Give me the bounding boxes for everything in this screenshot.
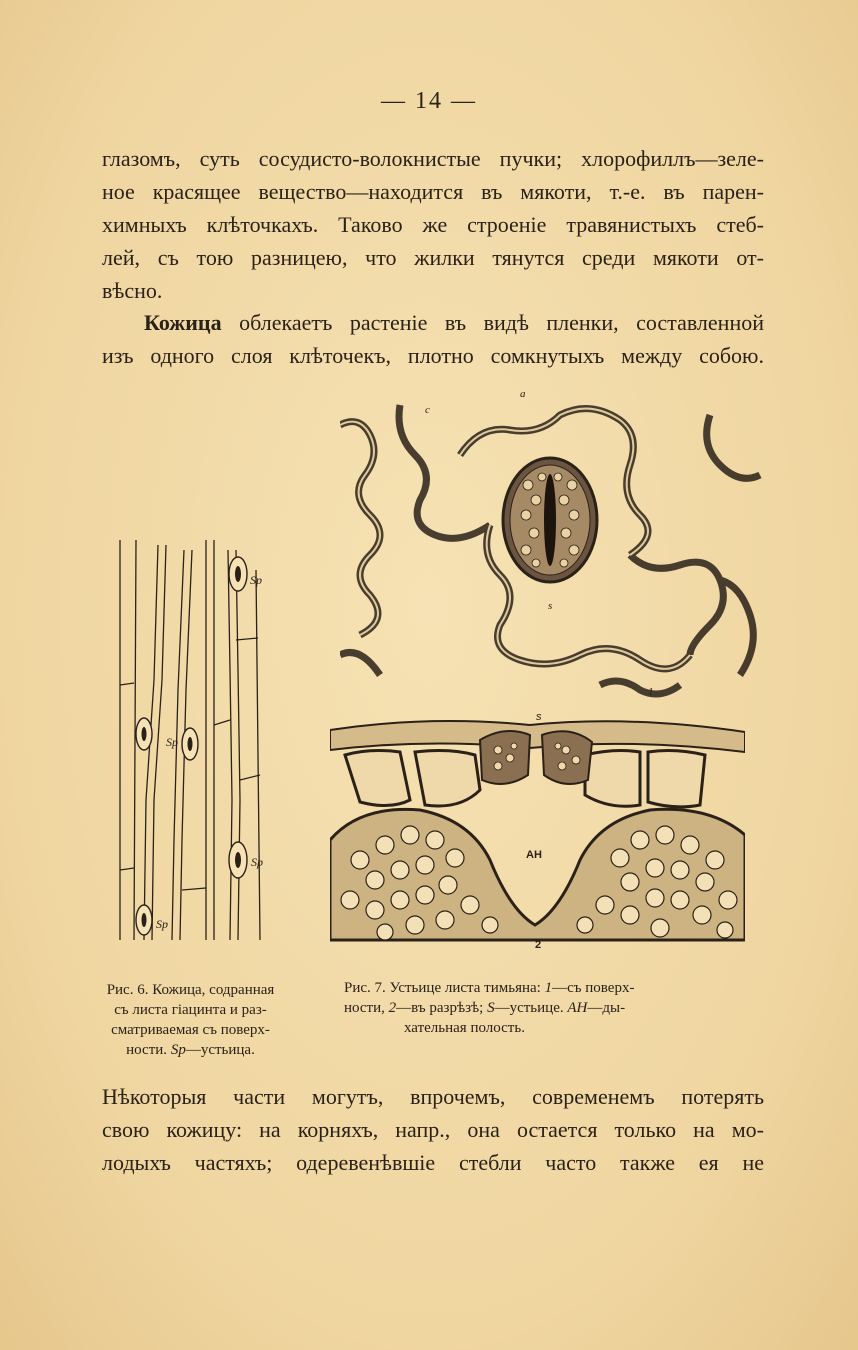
paragraph-epidermis	[102, 306, 764, 372]
text-line: изъ одного слоя клѣточекъ, плотно сомкнутыхъ между собою.	[102, 343, 764, 368]
label-c: c	[425, 404, 430, 416]
figure-7-caption	[344, 978, 744, 1038]
text-fragment: S	[487, 1000, 495, 1016]
label-ah: AH	[526, 849, 542, 861]
text-fragment: ности.	[126, 1042, 171, 1058]
text-line: Нѣкоторыя части могутъ, впрочемъ, современемъ потерять	[102, 1084, 764, 1109]
text-line: химныхъ клѣточкахъ. Таково же строеніе травянистыхъ стеб-	[102, 212, 764, 237]
caption-line	[344, 978, 744, 998]
text-fragment: ности,	[344, 1000, 389, 1016]
text-line: глазомъ, суть сосудисто-волокнистые пучки; хлорофиллъ—зеле-	[102, 146, 764, 171]
text-line	[102, 306, 764, 339]
caption-line: съ листа гіацинта и раз-	[114, 1002, 267, 1018]
caption-line: сматриваемая съ поверх-	[111, 1022, 270, 1038]
figure-6-caption	[78, 980, 303, 1060]
text-line: свою кожицу: на корняхъ, напр., она остается только на мо-	[102, 1117, 764, 1142]
text-fragment: 2	[388, 1000, 397, 1016]
text-line: вѣсно.	[102, 278, 163, 303]
label-sp: Sp	[251, 855, 263, 869]
text-line: ное красящее вещество—находится въ мякоти, т.-е. въ парен-	[102, 179, 764, 204]
text-fragment: 1	[544, 980, 553, 996]
paragraph-leaf-structure	[102, 142, 764, 307]
label-1: 1	[648, 686, 654, 698]
caption-line: хательная полость.	[404, 1020, 525, 1036]
caption-line: Рис. 6. Кожица, содранная	[106, 982, 275, 998]
caption-line	[78, 1040, 303, 1060]
label-2: 2	[535, 939, 542, 950]
text-fragment: AH	[567, 1000, 588, 1016]
figure-7-stoma-surface	[340, 385, 770, 705]
label-s: s	[548, 600, 553, 612]
text-fragment: Sp	[170, 1042, 186, 1058]
text-line: лей, съ тою разницею, что жилки тянутся среди мякоти от-	[102, 245, 764, 270]
text-fragment: —въ разрѣзѣ;	[396, 1000, 488, 1016]
figure-6-hyacinth-epidermis	[110, 540, 285, 945]
label-sp: Sp	[166, 735, 178, 749]
label-sp: Sp	[156, 917, 168, 931]
paragraph-epidermis-loss	[102, 1080, 764, 1179]
caption-line	[344, 998, 744, 1018]
label-sp: Sp	[250, 573, 262, 587]
text-line: лодыхъ частяхъ; одеревенѣвшіе стебли часто также ея не	[102, 1150, 764, 1175]
text-fragment: —устьица.	[185, 1042, 255, 1058]
term-kozhitsa: Кожица	[144, 310, 222, 335]
label-a: a	[520, 388, 526, 400]
text-fragment: —съ поверх-	[552, 980, 635, 996]
text-fragment: Рис. 7. Устьице листа тимьяна:	[344, 980, 545, 996]
text-fragment: облекаетъ растеніе въ видѣ пленки, составленной	[221, 310, 764, 335]
figure-7-stoma-section	[330, 710, 745, 950]
text-fragment: —ды-	[587, 1000, 626, 1016]
label-s: s	[536, 711, 542, 723]
page-number: — 14 —	[381, 88, 477, 114]
text-fragment: —устьице.	[494, 1000, 568, 1016]
